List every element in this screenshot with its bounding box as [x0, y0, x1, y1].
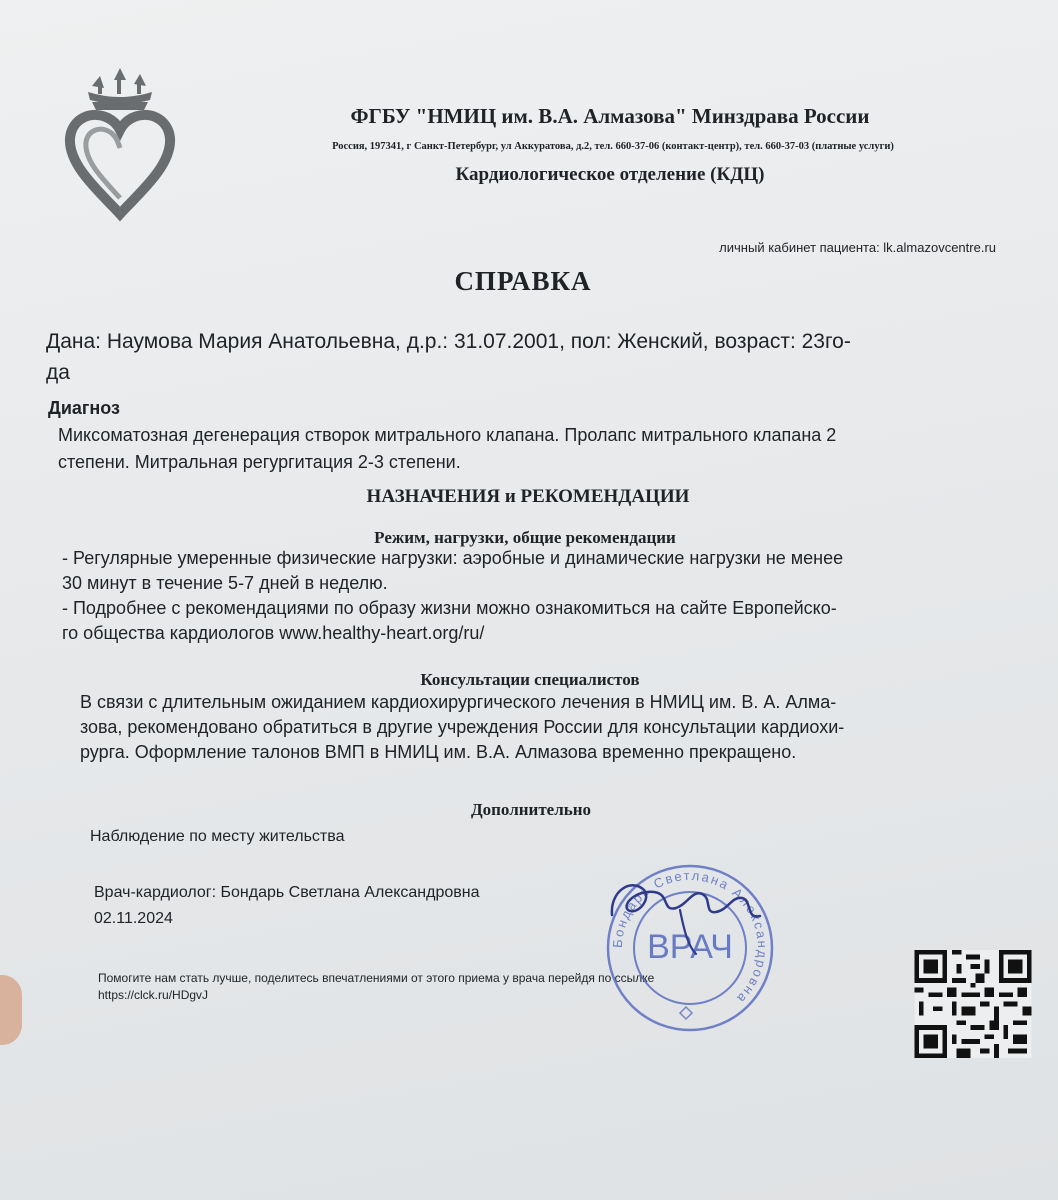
additional-text: Наблюдение по месту жительства: [90, 828, 345, 845]
qr-code: [914, 950, 1032, 1058]
doctor-signature: [592, 860, 792, 960]
regime-line: - Подробнее с рекомендациями по образу жизни можно ознакомиться на сайте Европейско-: [62, 598, 837, 618]
recommendations-heading: НАЗНАЧЕНИЯ и РЕКОМЕНДАЦИИ: [366, 486, 690, 507]
consultation-line: рурга. Оформление талонов ВМП в НМИЦ им. В.А. Алмазова временно прекращено.: [80, 742, 797, 762]
patient-info: [46, 326, 996, 388]
stamp-ring-text: Бондарь Светлана Александровна: [609, 867, 771, 1008]
regime-list: [62, 546, 1002, 646]
almazov-heart-logo: [62, 62, 180, 222]
consultation-text: [80, 690, 1000, 765]
regime-line: - Регулярные умеренные физические нагрузки: аэробные и динамические нагрузки не менее: [62, 548, 844, 568]
consultation-line: В связи с длительным ожиданием кардиохирургического лечения в НМИЦ им. В. А. Алма-: [80, 692, 837, 712]
organization-address: Россия, 197341, г Санкт-Петербург, ул Аккуратова, д.2, тел. 660-37-06 (контакт-центр), тел. 660-37-03 (платные услуги): [332, 141, 894, 152]
consultation-line: зова, рекомендовано обратиться в другие учреждения России для консультации кардиохи-: [80, 717, 845, 737]
additional-heading: Дополнительно: [470, 800, 592, 819]
diagnosis-text: [58, 422, 998, 476]
diagnosis-label: Диагноз: [48, 398, 120, 418]
doctor-block: [94, 880, 480, 932]
doctor-name: Врач-кардиолог: Бондарь Светлана Александровна: [94, 884, 480, 901]
consultation-heading: Консультации специалистов: [420, 670, 640, 689]
feedback-link: https://clck.ru/HDgvJ: [98, 988, 209, 1002]
patient-line: да: [46, 361, 70, 384]
organization-name: ФГБУ "НМИЦ им. В.А. Алмазова" Минздрава России: [350, 104, 870, 128]
feedback-text: Помогите нам стать лучше, поделитесь впечатлениями от этого приема у врача перейдя по ссылке: [98, 971, 655, 985]
document-date: 02.11.2024: [94, 910, 173, 927]
stamp-center-text: ВРАЧ: [647, 928, 733, 966]
patient-line: Дана: Наумова Мария Анатольевна, д.р.: 31.07.2001, пол: Женский, возраст: 23го-: [46, 330, 851, 353]
regime-line: 30 минут в течение 5-7 дней в неделю.: [62, 573, 388, 593]
diagnosis-line: степени. Митральная регургитация 2-3 степени.: [58, 452, 461, 472]
diagnosis-line: Миксоматозная дегенерация створок митрального клапана. Пролапс митрального клапана 2: [58, 425, 837, 445]
patient-cabinet-link: личный кабинет пациента: lk.almazovcentre.ru: [719, 240, 996, 255]
department-name: Кардиологическое отделение (КДЦ): [455, 164, 765, 185]
regime-line: го общества кардиологов www.healthy-heart.org/ru/: [62, 623, 485, 643]
document-title: СПРАВКА: [454, 266, 592, 296]
finger: [0, 975, 22, 1045]
regime-heading: Режим, нагрузки, общие рекомендации: [374, 528, 676, 547]
